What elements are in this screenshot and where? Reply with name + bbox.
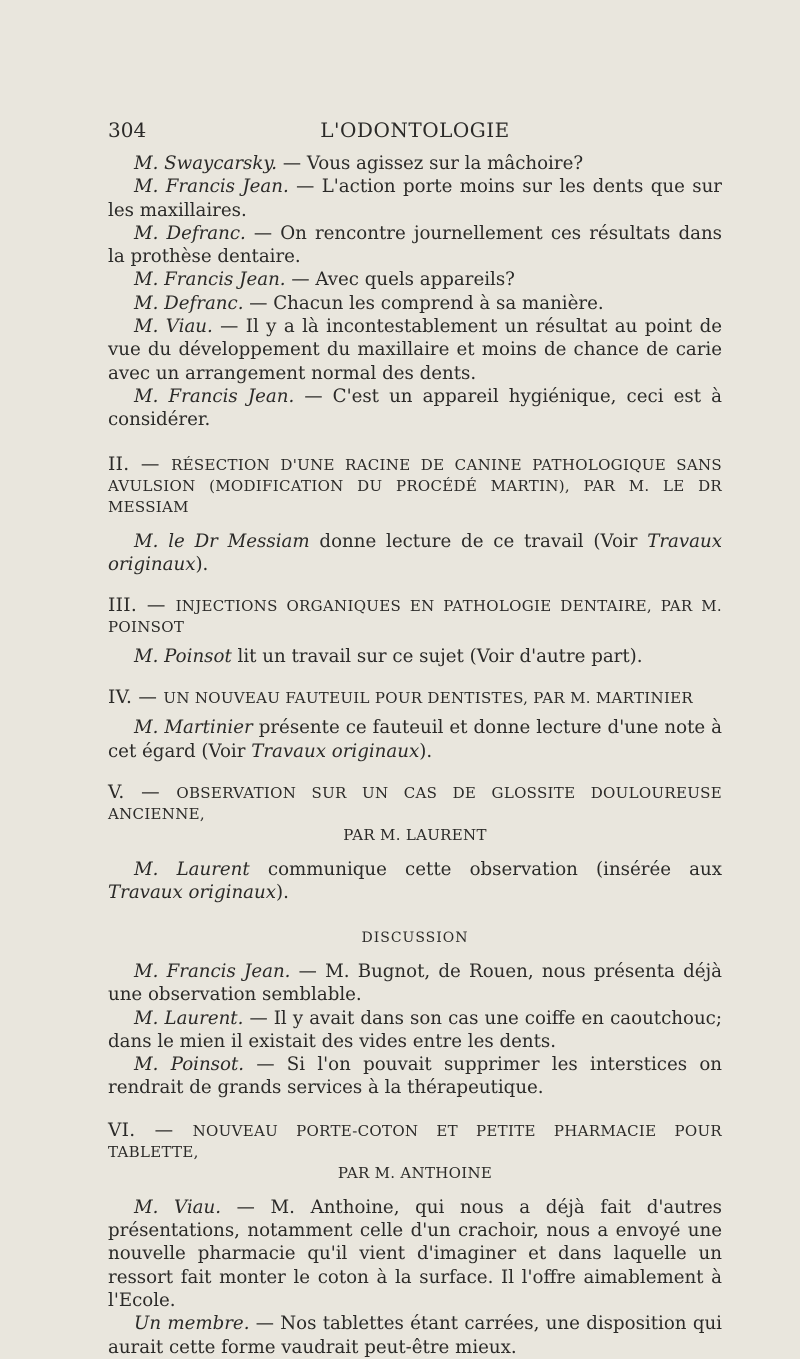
section-heading-byline: PAR M. LAURENT [343, 826, 487, 845]
section-title-ii [108, 454, 722, 518]
reference-title: Travaux originaux [251, 740, 420, 762]
section-paragraph [108, 716, 722, 763]
section-title-iv [108, 687, 722, 709]
dialogue-paragraph [108, 385, 722, 432]
speaker-name: M. Defranc. [134, 222, 246, 244]
paragraph-text: donne lecture de ce travail (Voir [309, 530, 648, 552]
discussion-paragraph [108, 960, 722, 1007]
dialogue-text: — Il y a là incontestablement un résultat au point de vue du développement du maxillaire et moins de chance de carie avec un arrangement normal des dents. [108, 316, 722, 384]
speaker-name: M. Viau. [134, 1196, 222, 1218]
section-paragraph [108, 1196, 722, 1312]
speaker-name: M. Martinier [134, 717, 253, 739]
paragraph-text: communique cette observation (insérée aux [249, 859, 722, 881]
dialogue-text: — L'action porte moins sur les dents que sur les maxillaires. [108, 176, 722, 221]
dialogue-text: — C'est un appareil hygiénique, ceci est à considérer. [108, 385, 722, 431]
section-paragraph [108, 645, 722, 668]
speaker-name: M. Poinsot. [134, 1054, 245, 1076]
dialogue-text: — On rencontre journellement ces résultats dans la prothèse dentaire. [108, 222, 722, 268]
dialogue-text: — Si l'on pouvait supprimer les interstices on rendrait de grands services à la thérapeutique. [108, 1054, 722, 1099]
speaker-name: Un membre. [134, 1313, 250, 1335]
dialogue-paragraph [108, 222, 722, 269]
discussion-heading: DISCUSSION [361, 929, 469, 946]
dialogue-text: — M. Anthoine, qui nous a déjà fait d'autres présentations, notamment celle d'un crachoir, nous a envoyé une nouvelle pharmacie qu'il vient d'imaginer et dans laquelle un ressort fait monter le coton à la surface. Il l'offre aimablement à l'Ecole. [108, 1196, 722, 1311]
section-title-vi [108, 1120, 722, 1184]
paragraph-tail: ). [276, 882, 289, 904]
paragraph-tail: ). [419, 740, 433, 762]
section-number: VI. — [108, 1119, 193, 1141]
section-number: V. — [108, 782, 177, 804]
section-number: IV. — [108, 687, 164, 709]
dialogue-paragraph [108, 268, 722, 291]
dialogue-paragraph [108, 292, 722, 315]
dialogue-text: — Avec quels appareils? [285, 269, 515, 291]
section-heading-byline: PAR M. ANTHOINE [337, 1163, 493, 1182]
section-heading: INJECTIONS ORGANIQUES EN PATHOLOGIE DENTAIRE, PAR M. POINSOT [108, 597, 722, 637]
speaker-name: M. Laurent. [134, 1007, 244, 1029]
dialogue-text: — Il y avait dans son cas une coiffe en caoutchouc; dans le mien il existait des vides entre les dents. [108, 1007, 722, 1052]
section-heading: OBSERVATION SUR UN CAS DE GLOSSITE DOULOUREUSE ANCIENNE, [108, 784, 722, 824]
section-paragraph [108, 530, 722, 577]
dialogue-text: — M. Bugnot, de Rouen, nous présenta déjà une observation semblable. [108, 960, 722, 1006]
section-title-v [108, 782, 722, 846]
speaker-name: M. Defranc. [134, 292, 244, 314]
reference-title: Travaux originaux [108, 530, 722, 575]
reference-title: Travaux originaux [108, 882, 276, 904]
discussion-paragraph [108, 1007, 722, 1054]
speaker-name: M. Francis Jean. [134, 176, 289, 198]
speaker-name: M. Francis Jean. [134, 960, 291, 982]
speaker-name: M. Laurent [134, 859, 250, 881]
section-heading: UN NOUVEAU FAUTEUIL POUR DENTISTES, PAR M. MARTINIER [163, 689, 694, 708]
dialogue-text: — Nos tablettes étant carrées, une disposition qui aurait cette forme vaudrait peut-être mieux. [108, 1313, 722, 1358]
dialogue-paragraph [108, 315, 722, 385]
dialogue-text: — Vous agissez sur la mâchoire? [277, 153, 584, 174]
speaker-name: M. Francis Jean. [134, 269, 286, 291]
page-number: 304 [108, 118, 147, 142]
dialogue-text: — Chacun les comprend à sa manière. [243, 292, 604, 314]
section-number: III. — [108, 595, 176, 617]
page-body [108, 152, 722, 1359]
speaker-name: M. Viau. [134, 316, 213, 338]
paragraph-text: présente ce fauteuil et donne lecture d'une note à cet égard (Voir [108, 717, 722, 762]
page-header [108, 118, 722, 144]
dialogue-paragraph [108, 152, 722, 175]
section-number: II. — [108, 453, 172, 475]
running-title: L'ODONTOLOGIE [320, 118, 510, 142]
section-paragraph [108, 858, 722, 905]
section-heading: RÉSECTION D'UNE RACINE DE CANINE PATHOLOGIQUE SANS AVULSION (MODIFICATION DU PROCÉDÉ MARTIN), PAR M. LE DR MESSIAM [108, 455, 723, 516]
section-title-iii [108, 595, 722, 638]
discussion-paragraph [108, 1053, 722, 1100]
paragraph-tail: ). [195, 553, 209, 575]
dialogue-paragraph [108, 175, 722, 222]
paragraph-text: lit un travail sur ce sujet (Voir d'autre part). [231, 646, 643, 668]
speaker-name: M. Swaycarsky. [134, 153, 278, 174]
speaker-name: M. Poinsot [134, 646, 232, 668]
speaker-name: M. Francis Jean. [134, 385, 295, 407]
speaker-name: M. le Dr Messiam [134, 530, 310, 552]
section-heading: NOUVEAU PORTE-COTON ET PETITE PHARMACIE POUR TABLETTE, [108, 1121, 722, 1161]
